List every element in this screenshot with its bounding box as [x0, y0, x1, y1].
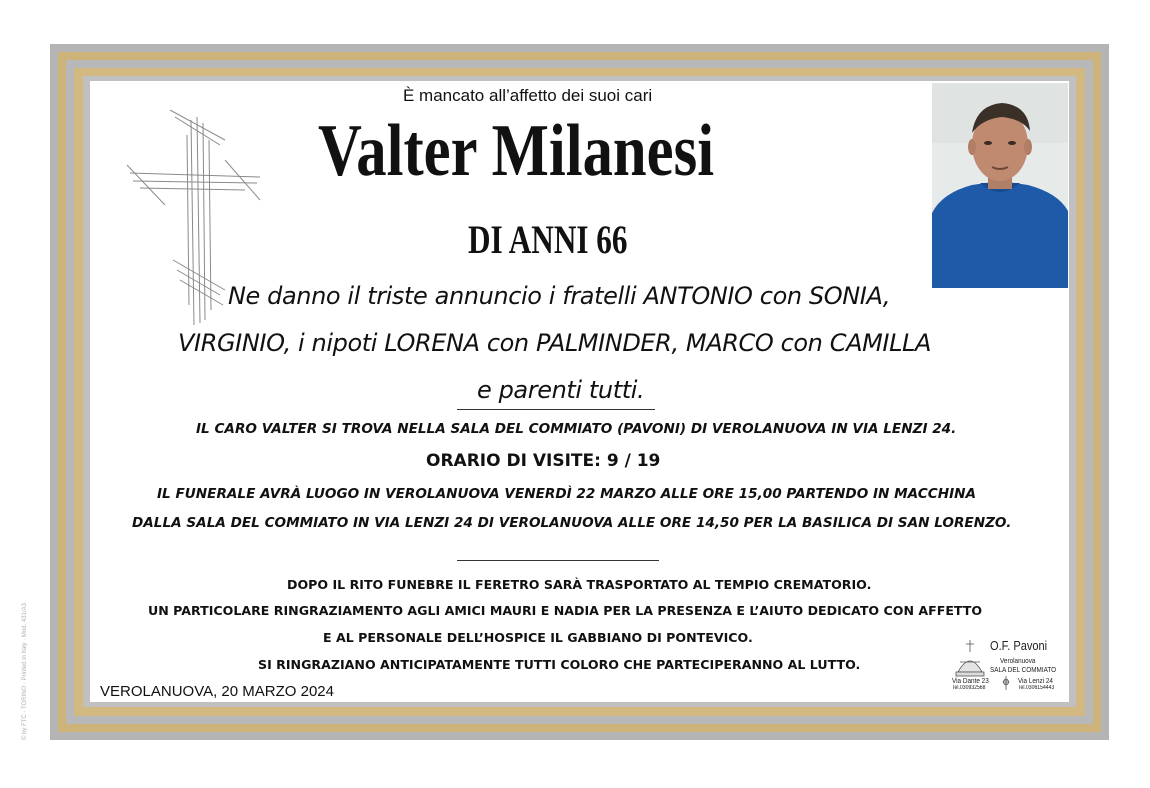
funeral-home-town: Verolanuova — [1000, 656, 1036, 665]
funeral-line-2: DALLA SALA DEL COMMIATO IN VIA LENZI 24 DI VEROLANUOVA ALLE ORE 14,50 PER LA BASILICA DI SAN LORENZO. — [132, 515, 1012, 531]
portrait-photo — [932, 83, 1068, 288]
announce-line-2: VIRGINIO, i nipoti LORENA con PALMINDER, MARCO con CAMILLA — [178, 329, 932, 357]
visiting-hours: ORARIO DI VISITE: 9 / 19 — [426, 451, 661, 471]
funeral-home-address-1: Via Dante 23 — [952, 676, 989, 685]
funeral-home-sala: SALA DEL COMMIATO — [990, 665, 1057, 674]
funeral-line-1: IL FUNERALE AVRÀ LUOGO IN VEROLANUOVA VENERDÌ 22 MARZO ALLE ORE 15,00 PARTENDO IN MACCHINA — [157, 486, 977, 502]
funeral-home-phone-1: Tel.030932568 — [952, 685, 986, 691]
printer-credit: © by FTC · TORINO · Printed in Italy · Mod. 431/A3 — [22, 603, 28, 740]
funeral-home-phone-2: Tel.0306154443 — [1018, 685, 1055, 691]
dateline: VEROLANUOVA, 20 MARZO 2024 — [100, 683, 334, 700]
closing-line-4: SI RINGRAZIANO ANTICIPATAMENTE TUTTI COLORO CHE PARTECIPERANNO AL LUTTO. — [258, 657, 861, 672]
announce-line-3: e parenti tutti. — [477, 376, 645, 404]
divider-rule — [457, 409, 655, 410]
closing-line-1: DOPO IL RITO FUNEBRE IL FERETRO SARÀ TRASPORTATO AL TEMPIO CREMATORIO. — [287, 577, 872, 592]
funeral-home-brand: O.F. Pavoni — [990, 638, 1048, 653]
location-line: IL CARO VALTER SI TROVA NELLA SALA DEL COMMIATO (PAVONI) DI VEROLANUOVA IN VIA LENZI 24. — [196, 421, 957, 437]
closing-line-3: E AL PERSONALE DELL’HOSPICE IL GABBIANO DI PONTEVICO. — [323, 630, 753, 645]
deceased-age: DI ANNI 66 — [468, 217, 628, 262]
divider-rule — [457, 560, 659, 561]
announce-line-1: Ne danno il triste annuncio i fratelli ANTONIO con SONIA, — [228, 282, 891, 310]
intro-line: È mancato all’affetto dei suoi cari — [403, 86, 653, 105]
closing-line-2: UN PARTICOLARE RINGRAZIAMENTO AGLI AMICI MAURI E NADIA PER LA PRESENZA E L’AIUTO DEDICATO CON AFFETTO — [148, 603, 983, 618]
funeral-home-address-2: Via Lenzi 24 — [1018, 676, 1053, 685]
deceased-name: Valter Milanesi — [318, 110, 715, 192]
